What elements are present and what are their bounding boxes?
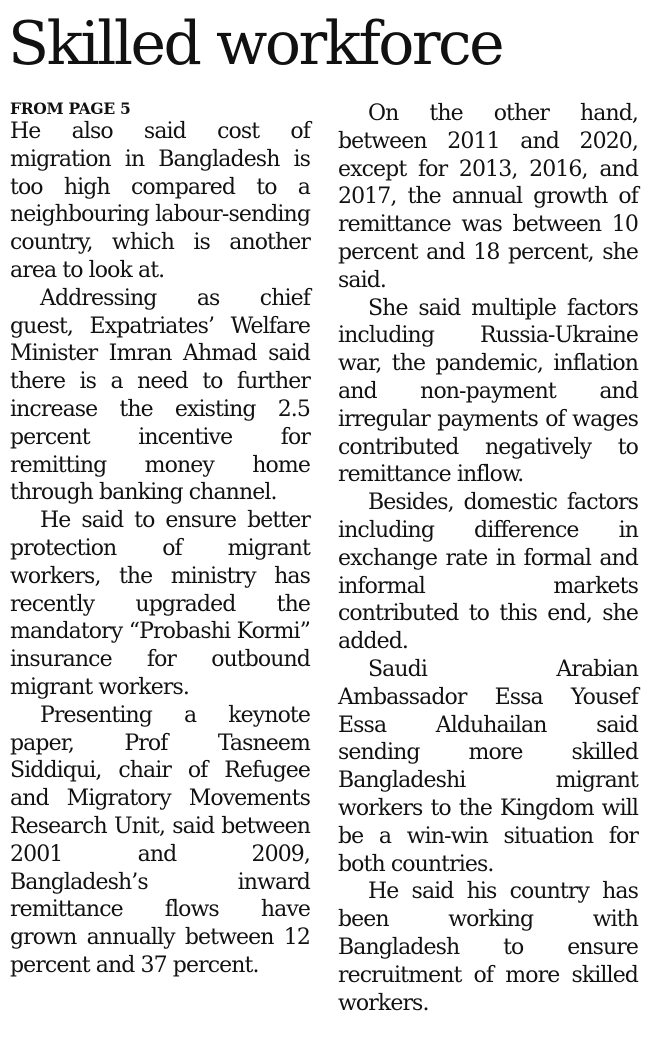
paragraph: He also said cost of migration in Bangladesh is too high compared to a neighbouring labour-sending country, which is another area to look at. bbox=[10, 119, 310, 283]
paragraph: She said multiple factors including Russia-Ukraine war, the pandemic, inflation and non-payment and irregular payments of wages contributed negatively to remittance inflow. bbox=[338, 295, 638, 488]
paragraph: Besides, domestic factors including difference in exchange rate in formal and informal markets contributed to this end, she added. bbox=[338, 490, 638, 655]
paragraph: On the other hand, between 2011 and 2020, except for 2013, 2016, and 2017, the annual growth of remittance was between 10 percent and 18 percent, she said. bbox=[338, 101, 638, 293]
paragraph: He said his country has been working with Bangladesh to ensure recruitment of more skilled workers. bbox=[338, 879, 638, 1016]
right-column bbox=[338, 100, 638, 1017]
headline: Skilled workforce bbox=[8, 9, 503, 79]
paragraph: He said to ensure better protection of migrant workers, the ministry has recently upgraded the mandatory “Probashi Kormi” insurance for outbound migrant workers. bbox=[10, 508, 310, 700]
paragraph: Saudi Arabian Ambassador Essa Yousef Essa Alduhailan said sending more skilled Bangladeshi migrant workers to the Kingdom will be a win-win situation for both countries. bbox=[338, 656, 638, 877]
left-column bbox=[10, 100, 310, 980]
paragraph: Presenting a keynote paper, Prof Tasneem Siddiqui, chair of Refugee and Migratory Movements Research Unit, said between 2001 and 2009, Bangladesh’s inward remittance flows have grown annually between 12 percent and 37 percent. bbox=[10, 702, 310, 978]
jump-line: FROM PAGE 5 bbox=[10, 99, 131, 118]
paragraph: Addressing as chief guest, Expatriates’ Welfare Minister Imran Ahmad said there is a need to further increase the existing 2.5 percent incentive for remitting money home through banking channel. bbox=[10, 285, 310, 506]
